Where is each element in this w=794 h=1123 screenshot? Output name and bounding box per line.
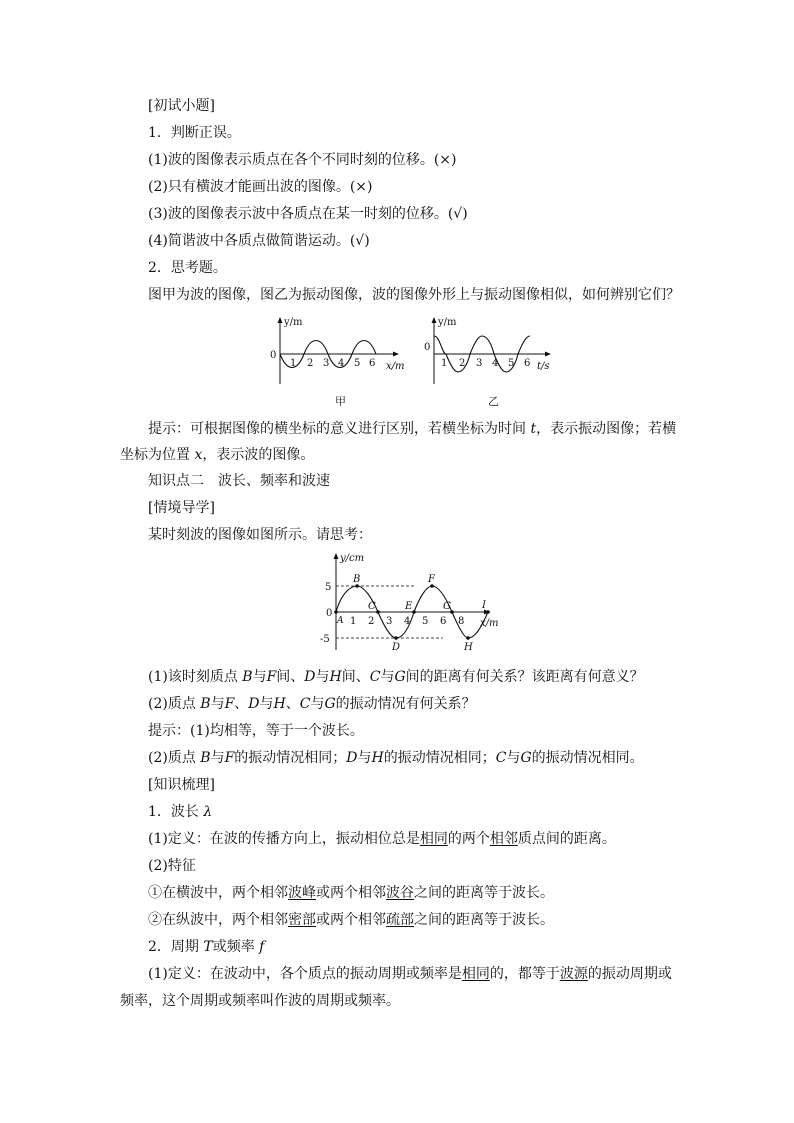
wave-graph-jia bbox=[268, 314, 413, 386]
section-label-scenario: [情境导学] bbox=[148, 500, 215, 516]
wave-xtick-6: 6 bbox=[440, 616, 447, 627]
jia-ylabel: y/m bbox=[284, 317, 303, 328]
caption-jia: 甲 bbox=[335, 395, 346, 408]
point-G: G bbox=[443, 601, 451, 612]
wave-xtick-5: 5 bbox=[422, 616, 429, 627]
scenario-question-1: (1)该时刻质点 B与F间、D与H间、C与G间的距离有何关系？该距离有何意义？ bbox=[148, 669, 644, 685]
statement-2: (2)只有横波才能画出波的图像。(×) bbox=[148, 179, 373, 195]
yi-xlabel: t/s bbox=[537, 361, 550, 372]
statement-1: (1)波的图像表示质点在各个不同时刻的位移。(×) bbox=[148, 152, 457, 168]
scenario-intro: 某时刻波的图像如图所示。请思考： bbox=[148, 527, 372, 543]
yi-tick-5: 5 bbox=[508, 358, 515, 369]
scenario-hint-1: 提示：(1)均相等，等于一个波长。 bbox=[148, 723, 364, 739]
wave-xtick-1: 1 bbox=[350, 616, 357, 627]
wave-xtick-3: 3 bbox=[386, 616, 393, 627]
wave-xlabel: x/m bbox=[480, 618, 499, 629]
section-label-knowledge-review: [知识梳理] bbox=[148, 777, 215, 793]
question-2-title: 2．思考题。 bbox=[148, 260, 227, 276]
hint-1-line-1: 提示：可根据图像的横坐标的意义进行区别，若横坐标为时间 t，表示振动图像；若横 bbox=[148, 421, 677, 437]
wave-xtick-8: 8 bbox=[458, 616, 465, 627]
jia-tick-3: 3 bbox=[323, 358, 330, 369]
caption-yi: 乙 bbox=[488, 395, 499, 408]
wave-xtick-4: 4 bbox=[404, 616, 411, 627]
wavelength-feature-longitudinal: ②在纵波中，两个相邻密部或两个相邻疏部之间的距离等于波长。 bbox=[148, 912, 554, 928]
wave-xtick-2: 2 bbox=[368, 616, 375, 627]
point-I: I bbox=[482, 600, 486, 611]
yi-tick-4: 4 bbox=[492, 358, 499, 369]
jia-tick-5: 5 bbox=[354, 358, 361, 369]
yi-tick-1: 1 bbox=[441, 358, 448, 369]
yi-origin: 0 bbox=[424, 342, 431, 353]
yi-ylabel: y/m bbox=[438, 317, 457, 328]
scenario-hint-2: (2)质点 B与F的振动情况相同；D与H的振动情况相同；C与G的振动情况相同。 bbox=[148, 750, 644, 766]
point-D: D bbox=[392, 642, 401, 653]
yi-tick-6: 6 bbox=[524, 358, 531, 369]
wavelength-feature-transverse: ①在横波中，两个相邻波峰或两个相邻波谷之间的距离等于波长。 bbox=[148, 885, 554, 901]
statement-3: (3)波的图像表示波中各质点在某一时刻的位移。(√) bbox=[148, 206, 468, 222]
hint-1-line-2: 坐标为位置 x，表示波的图像。 bbox=[120, 447, 315, 463]
point-C: C bbox=[368, 601, 376, 612]
scenario-question-2: (2)质点 B与F、D与H、C与G的振动情况有何关系？ bbox=[148, 696, 476, 712]
jia-tick-4: 4 bbox=[338, 358, 345, 369]
question-1-title: 1．判断正误。 bbox=[148, 125, 241, 141]
point-H: H bbox=[464, 642, 473, 653]
wavelength-definition: (1)定义：在波的传播方向上，振动相位总是相同的两个相邻质点间的距离。 bbox=[148, 831, 616, 847]
point-B: B bbox=[353, 574, 361, 585]
topic-wavelength: 1．波长 λ bbox=[148, 804, 213, 820]
wavelength-features-title: (2)特征 bbox=[148, 858, 196, 874]
jia-xlabel: x/m bbox=[386, 361, 405, 372]
yi-tick-3: 3 bbox=[476, 358, 483, 369]
point-F: F bbox=[428, 574, 435, 585]
period-definition-line-1: (1)定义：在波动中，各个质点的振动周期或频率是相同的，都等于波源的振动周期或 bbox=[148, 966, 672, 982]
period-definition-line-2: 频率，这个周期或频率叫作波的周期或频率。 bbox=[120, 993, 400, 1009]
wave-ytick-5: 5 bbox=[325, 582, 332, 593]
jia-tick-2: 2 bbox=[307, 358, 314, 369]
wave-ytick-minus5: -5 bbox=[320, 634, 330, 645]
question-2-text: 图甲为波的图像，图乙为振动图像，波的图像外形上与振动图像相似，如何辨别它们？ bbox=[148, 287, 680, 303]
statement-4: (4)简谐波中各质点做简谐运动。(√) bbox=[148, 233, 370, 249]
section-heading-knowledge-2: 知识点二 波长、频率和波速 bbox=[148, 473, 330, 489]
wave-ylabel: y/cm bbox=[340, 553, 365, 564]
vibration-graph-yi bbox=[422, 314, 562, 386]
jia-tick-1: 1 bbox=[290, 358, 297, 369]
wave-origin: 0 bbox=[326, 608, 333, 619]
point-E: E bbox=[405, 601, 413, 612]
section-label-practice: [初试小题] bbox=[148, 98, 215, 114]
jia-tick-6: 6 bbox=[369, 358, 376, 369]
jia-origin: 0 bbox=[270, 350, 277, 361]
topic-period-frequency: 2．周期 T或频率 f bbox=[148, 939, 265, 955]
point-A: A bbox=[337, 616, 344, 626]
yi-tick-2: 2 bbox=[459, 358, 466, 369]
wave-snapshot-graph bbox=[316, 548, 506, 654]
